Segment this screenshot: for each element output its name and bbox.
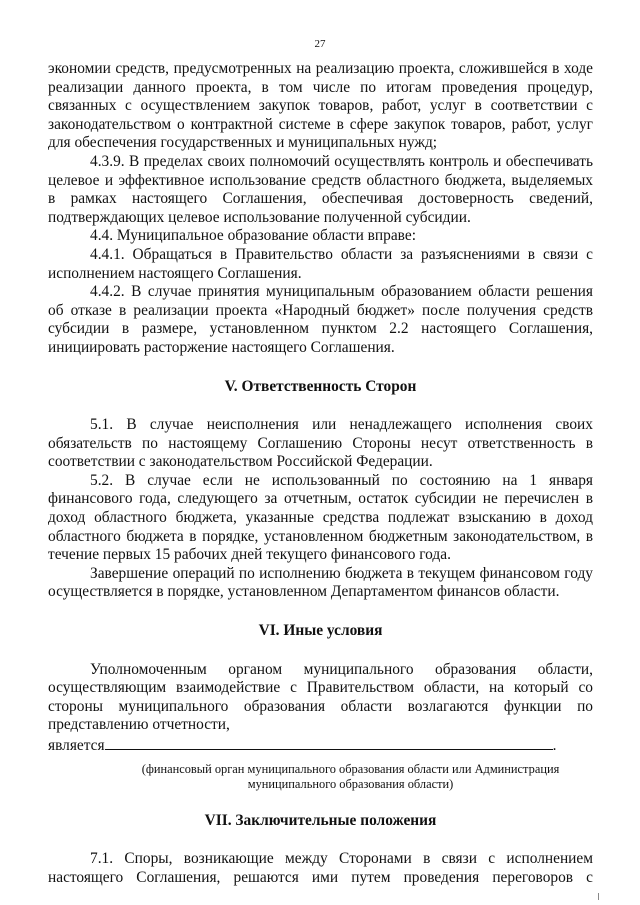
section-6-heading: VI. Иные условия (258, 622, 383, 640)
paragraph-authorized-body: Уполномоченным органом муниципального образования области, осуществляющим взаимодействие с Правительством области, на который со стороны муниципального образования области возлагаются функции по представлению отчетности, (48, 660, 593, 734)
authorized-body-blank-field (105, 735, 553, 750)
paragraph-4-4: 4.4. Муниципальное образование области вправе: (90, 227, 416, 245)
paragraph-economy-continuation: экономии средств, предусмотренных на реализацию проекта, сложившейся в ходе реализации данного проекта, в том числе по итогам проведения процедур, связанных с осуществлением закупок товаров, работ, услуг в соответствии с законодательством о контрактной системе в сфере закупок товаров, работ, услуг для обеспечения государственных и муниципальных нужд; (48, 60, 593, 152)
authorized-body-suffix: . (552, 737, 557, 754)
authorized-body-prefix: является (48, 737, 105, 754)
paragraph-4-4-1: 4.4.1. Обращаться в Правительство области за разъяснениями в связи с исполнением настоящего Соглашения. (48, 245, 593, 282)
page-number: 27 (314, 38, 326, 50)
section-7-heading: VII. Заключительные положения (204, 811, 437, 829)
paragraph-4-4-2: 4.4.2. В случае принятия муниципальным образованием области решения об отказе в реализации проекта «Народный бюджет» после получения средств субсидии в размере, установленном пунктом 2.2 настоящего Соглашения, инициировать расторжение настоящего Соглашения. (48, 283, 593, 356)
paragraph-budget-completion: Завершение операций по исполнению бюджета в текущем финансовом году осуществляется в порядке, установленном Департаментом финансов области. (48, 564, 593, 601)
paragraph-7-1: 7.1. Споры, возникающие между Сторонами в связи с исполнением настоящего Соглашения, решаются ими путем проведения переговоров с (48, 850, 593, 886)
paragraph-4-3-9: 4.3.9. В пределах своих полномочий осуществлять контроль и обеспечивать целевое и эффективное использование средств областного бюджета, выделяемых в рамках настоящего Соглашения, обеспечивая достоверность сведений, подтверждающих целевое использование полученной субсидии. (48, 152, 593, 226)
scan-mark (598, 893, 599, 900)
document-body (48, 60, 593, 887)
authorized-body-caption: (финансовый орган муниципального образования области или Администрация муниципального образования области) (141, 761, 560, 791)
authorized-body-line (48, 735, 593, 756)
section-5-heading: V. Ответственность Сторон (224, 377, 417, 395)
paragraph-5-2: 5.2. В случае если не использованный по состоянию на 1 января финансового года, следующего за отчетным, остаток субсидии не перечислен в доход областного бюджета, указанные средства подлежат взысканию в доход областного бюджета в порядке, установленном бюджетным законодательством, в течение первых 15 рабочих дней текущего финансового года. (48, 471, 593, 564)
paragraph-5-1: 5.1. В случае неисполнения или ненадлежащего исполнения своих обязательств по настоящему Соглашению Стороны несут ответственность в соответствии с законодательством Российской Федерации. (48, 416, 593, 471)
